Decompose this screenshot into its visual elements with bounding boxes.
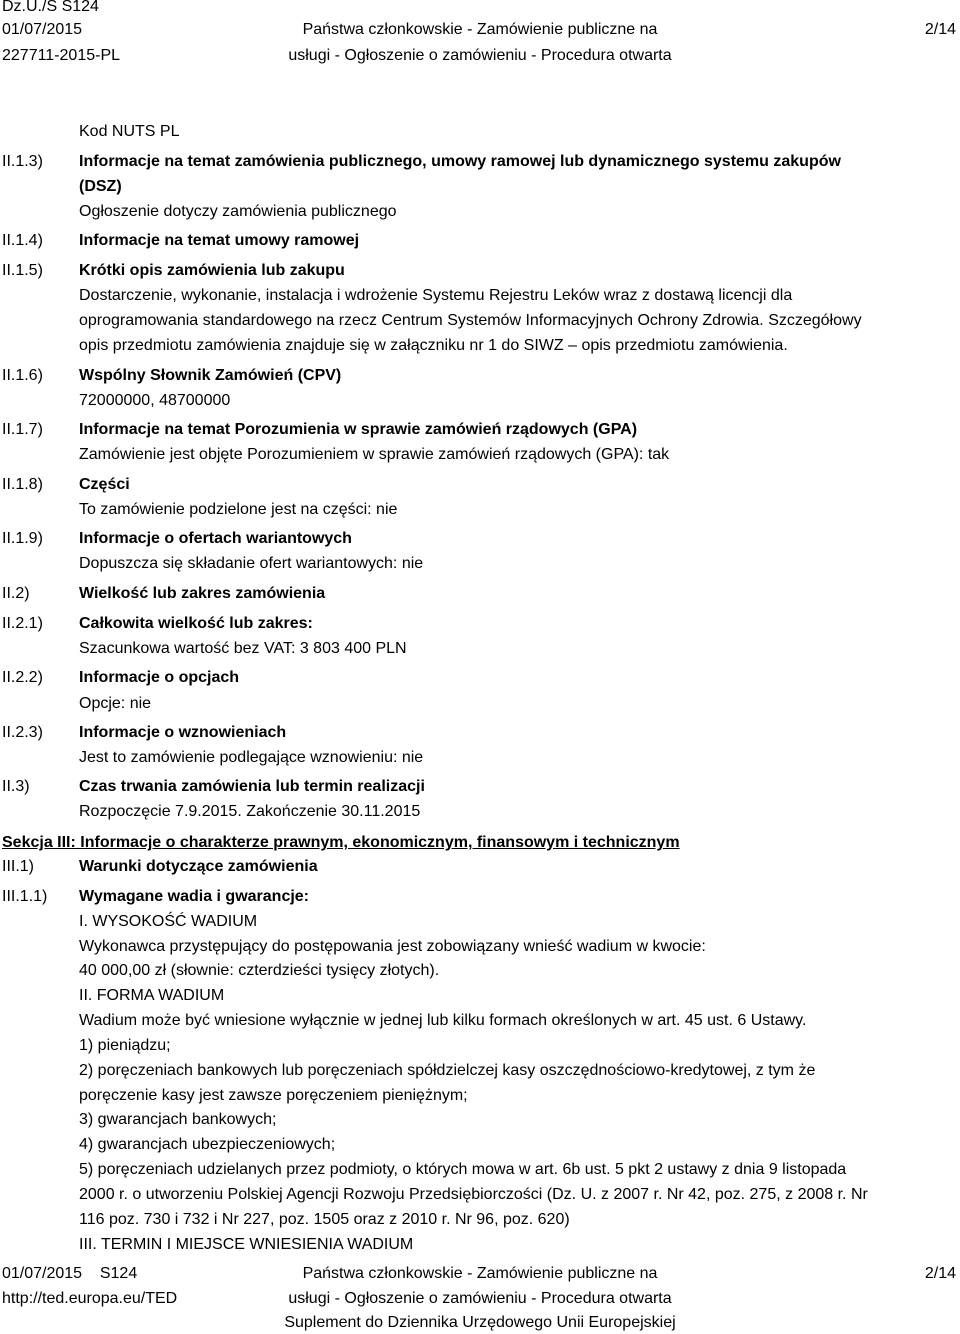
heading-short-description: Krótki opis zamówienia lub zakupu [79,262,345,279]
heading-contract-info: Informacje na temat zamówienia publicznego, umowy ramowej lub dynamicznego systemu zakupów [79,153,841,170]
estimated-value: Szacunkowa wartość bez VAT: 3 803 400 PLN [79,640,407,657]
item-number: II.1.5) [2,262,43,279]
heading-deposits: Wymagane wadia i gwarancje: [79,888,310,905]
deposit-line: 116 poz. 730 i 732 i Nr 227, poz. 1505 oraz z 2010 r. Nr 96, poz. 620) [79,1211,570,1228]
heading-lots: Części [79,476,130,493]
header-page-number: 2/14 [924,21,956,38]
deposit-line: 5) poręczeniach udzielanych przez podmioty, o których mowa w art. 6b ust. 5 pkt 2 ustawy z dnia 9 listopada [79,1161,847,1178]
footer-url[interactable]: http://ted.europa.eu/TED [2,1290,178,1307]
deposit-line: 2) poręczeniach bankowych lub poręczeniach spółdzielczej kasy oszczędnościowo-kredytowej, z tym że [79,1062,816,1079]
heading-gpa: Informacje na temat Porozumienia w sprawie zamówień rządowych (GPA) [79,421,638,438]
item-number: II.1.9) [2,530,43,547]
item-number: II.1.3) [2,153,43,170]
deposit-line: I. WYSOKOŚĆ WADIUM [79,913,258,930]
renewals-text: Jest to zamówienie podlegające wznowieniu: nie [79,749,424,766]
description-line: opis przedmiotu zamówienia znajduje się w załączniku nr 1 do SIWZ – opis przedmiotu zamówienia. [79,337,788,354]
deposit-line: 4) gwarancjach ubezpieczeniowych; [79,1136,336,1153]
heading-renewals: Informacje o wznowieniach [79,724,287,741]
footer-date-issue: 01/07/2015 S124 [2,1265,138,1282]
header-journal: Dz.U./S S124 [2,0,99,15]
deposit-line: III. TERMIN I MIEJSCE WNIESIENIA WADIUM [79,1236,414,1253]
header-doc-id: 227711-2015-PL [2,47,121,64]
item-number: II.1.4) [2,232,43,249]
header-date: 01/07/2015 [2,21,83,38]
item-number: II.2.3) [2,724,43,741]
deposit-line: 40 000,00 zł (słownie: czterdzieści tysięcy złotych). [79,962,440,979]
deposit-line: Wadium może być wniesione wyłącznie w jednej lub kilku formach określonych w art. 45 ust. 6 Ustawy. [79,1012,807,1029]
footer-page-number: 2/14 [924,1265,956,1282]
deposit-line: II. FORMA WADIUM [79,987,225,1004]
item-number: II.2.2) [2,669,43,686]
section-three-title: Sekcja III: Informacje o charakterze prawnym, ekonomicznym, finansowym i technicznym [2,834,680,851]
duration-text: Rozpoczęcie 7.9.2015. Zakończenie 30.11.2015 [79,803,421,820]
heading-duration: Czas trwania zamówienia lub termin realizacji [79,778,425,795]
heading-conditions: Warunki dotyczące zamówienia [79,858,318,875]
item-number: II.1.8) [2,476,43,493]
gpa-text: Zamówienie jest objęte Porozumieniem w sprawie zamówień rządowych (GPA): tak [79,446,670,463]
header-title-line2: usługi - Ogłoszenie o zamówieniu - Procedura otwarta [288,47,672,64]
options-text: Opcje: nie [79,695,152,712]
description-line: oprogramowania standardowego na rzecz Centrum Systemów Informacyjnych Ochrony Zdrowia. Szczegółowy [79,312,862,329]
deposit-line: 1) pieniądzu; [79,1037,171,1054]
nuts-code: Kod NUTS PL [79,123,180,140]
contract-info-text: Ogłoszenie dotyczy zamówienia publicznego [79,203,397,220]
item-number: II.1.6) [2,367,43,384]
description-line: Dostarczenie, wykonanie, instalacja i wdrożenie Systemu Rejestru Leków wraz z dostawą licencji dla [79,287,793,304]
item-number: II.2.1) [2,615,43,632]
deposit-line: poręczenie kasy jest zawsze poręczeniem pieniężnym; [79,1087,468,1104]
item-number: III.1.1) [2,888,48,905]
heading-variants: Informacje o ofertach wariantowych [79,530,352,547]
item-number: III.1) [2,858,35,875]
deposit-line: 3) gwarancjach bankowych; [79,1111,277,1128]
variants-text: Dopuszcza się składanie ofert wariantowych: nie [79,555,424,572]
item-number: II.1.7) [2,421,43,438]
deposit-line: Wykonawca przystępujący do postępowania jest zobowiązany wnieść wadium w kwocie: [79,938,706,955]
item-number: II.3) [2,778,30,795]
heading-total-quantity: Całkowita wielkość lub zakres: [79,615,313,632]
heading-framework: Informacje na temat umowy ramowej [79,232,360,249]
footer-title-line2: usługi - Ogłoszenie o zamówieniu - Procedura otwarta [288,1290,672,1307]
item-number: II.2) [2,585,30,602]
footer-title-line3: Suplement do Dziennika Urzędowego Unii Europejskiej [284,1314,676,1331]
footer-title-line1: Państwa członkowskie - Zamówienie publiczne na [302,1265,658,1282]
heading-contract-info-dsz: (DSZ) [79,178,122,195]
heading-scope: Wielkość lub zakres zamówienia [79,585,326,602]
heading-options: Informacje o opcjach [79,669,240,686]
cpv-codes: 72000000, 48700000 [79,392,231,409]
lots-text: To zamówienie podzielone jest na części: nie [79,501,398,518]
heading-cpv: Wspólny Słownik Zamówień (CPV) [79,367,342,384]
deposit-line: 2000 r. o utworzeniu Polskiej Agencji Rozwoju Przedsiębiorczości (Dz. U. z 2007 r. Nr 42, poz. 275, z 2008 r. Nr [79,1186,868,1203]
header-title-line1: Państwa członkowskie - Zamówienie publiczne na [302,21,658,38]
